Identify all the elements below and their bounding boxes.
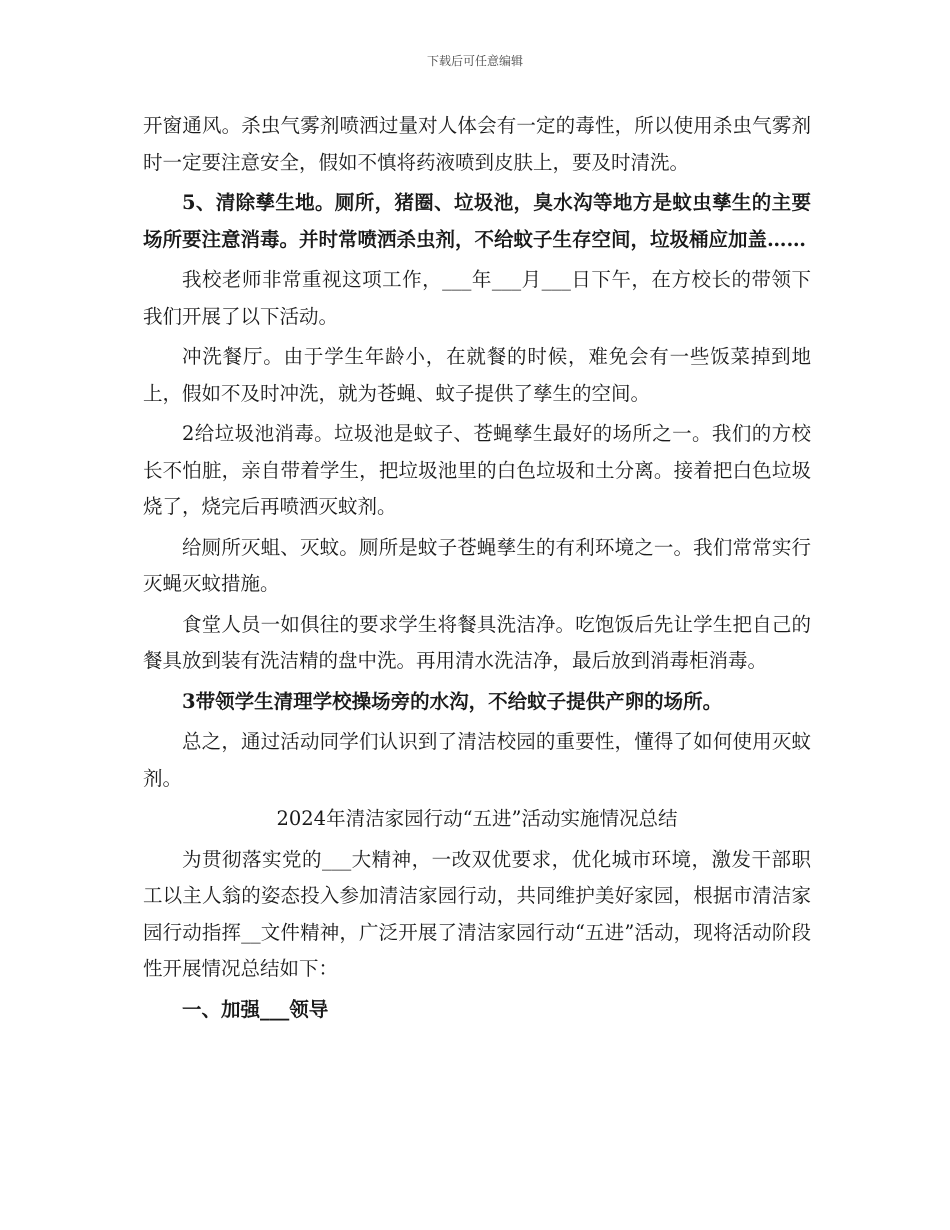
section-heading-strengthen-leadership: 一、加强___领导 xyxy=(182,997,329,1021)
paragraph-clear-breeding-sites: 5、清除孳生地。厕所，猪圈、垃圾池，臭水沟等地方是蚊虫孳生的主要场所要注意消毒。并时常喷洒杀虫剂，不给蚊子生存空间，垃圾桶应加盖…… xyxy=(143,191,811,251)
paragraph-wash-canteen: 冲洗餐厅。由于学生年龄小，在就餐的时候，难免会有一些饭菜掉到地上，假如不及时冲洗，就为苍蝇、蚊子提供了孳生的空间。 xyxy=(143,345,811,405)
document-body xyxy=(143,108,811,1028)
paragraph-conclusion: 总之，通过活动同学们认识到了清洁校园的重要性，懂得了如何使用灭蚊剂。 xyxy=(143,730,811,790)
paragraph-toilet-pest-control: 给厕所灭蛆、灭蚊。厕所是蚊子苍蝇孳生的有利环境之一。我们常常实行灭蝇灭蚊措施。 xyxy=(143,535,811,595)
paragraph-school-activity-intro: 我校老师非常重视这项工作，___年___月___日下午，在方校长的带领下我们开展了以下活动。 xyxy=(143,268,811,328)
paragraph-summary-intro: 为贯彻落实党的___大精神，一改双优要求，优化城市环境，激发干部职工以主人翁的姿态投入参加清洁家园行动，共同维护美好家园，根据市清洁家园行动指挥__文件精神，广泛开展了清洁家园行动“五进”活动，现将活动阶段性开展情况总结如下： xyxy=(143,847,811,980)
page-header: 下载后可任意编辑 xyxy=(426,54,523,68)
paragraph-disinfect-garbage: 2给垃圾池消毒。垃圾池是蚊子、苍蝇孳生最好的场所之一。我们的方校长不怕脏，亲自带着学生，把垃圾池里的白色垃圾和土分离。接着把白色垃圾烧了，烧完后再喷洒灭蚊剂。 xyxy=(143,422,811,518)
paragraph-clean-ditch: 3带领学生清理学校操场旁的水沟，不给蚊子提供产卵的场所。 xyxy=(182,689,723,713)
section-title: 2024年清洁家园行动“五进”活动实施情况总结 xyxy=(276,807,678,830)
paragraph-ventilation: 开窗通风。杀虫气雾剂喷洒过量对人体会有一定的毒性，所以使用杀虫气雾剂时一定要注意安全，假如不慎将药液喷到皮肤上，要及时清洗。 xyxy=(143,114,811,174)
paragraph-canteen-staff: 食堂人员一如俱往的要求学生将餐具洗洁净。吃饱饭后先让学生把自己的餐具放到装有洗洁精的盘中洗。再用清水洗洁净，最后放到消毒柜消毒。 xyxy=(143,612,811,672)
